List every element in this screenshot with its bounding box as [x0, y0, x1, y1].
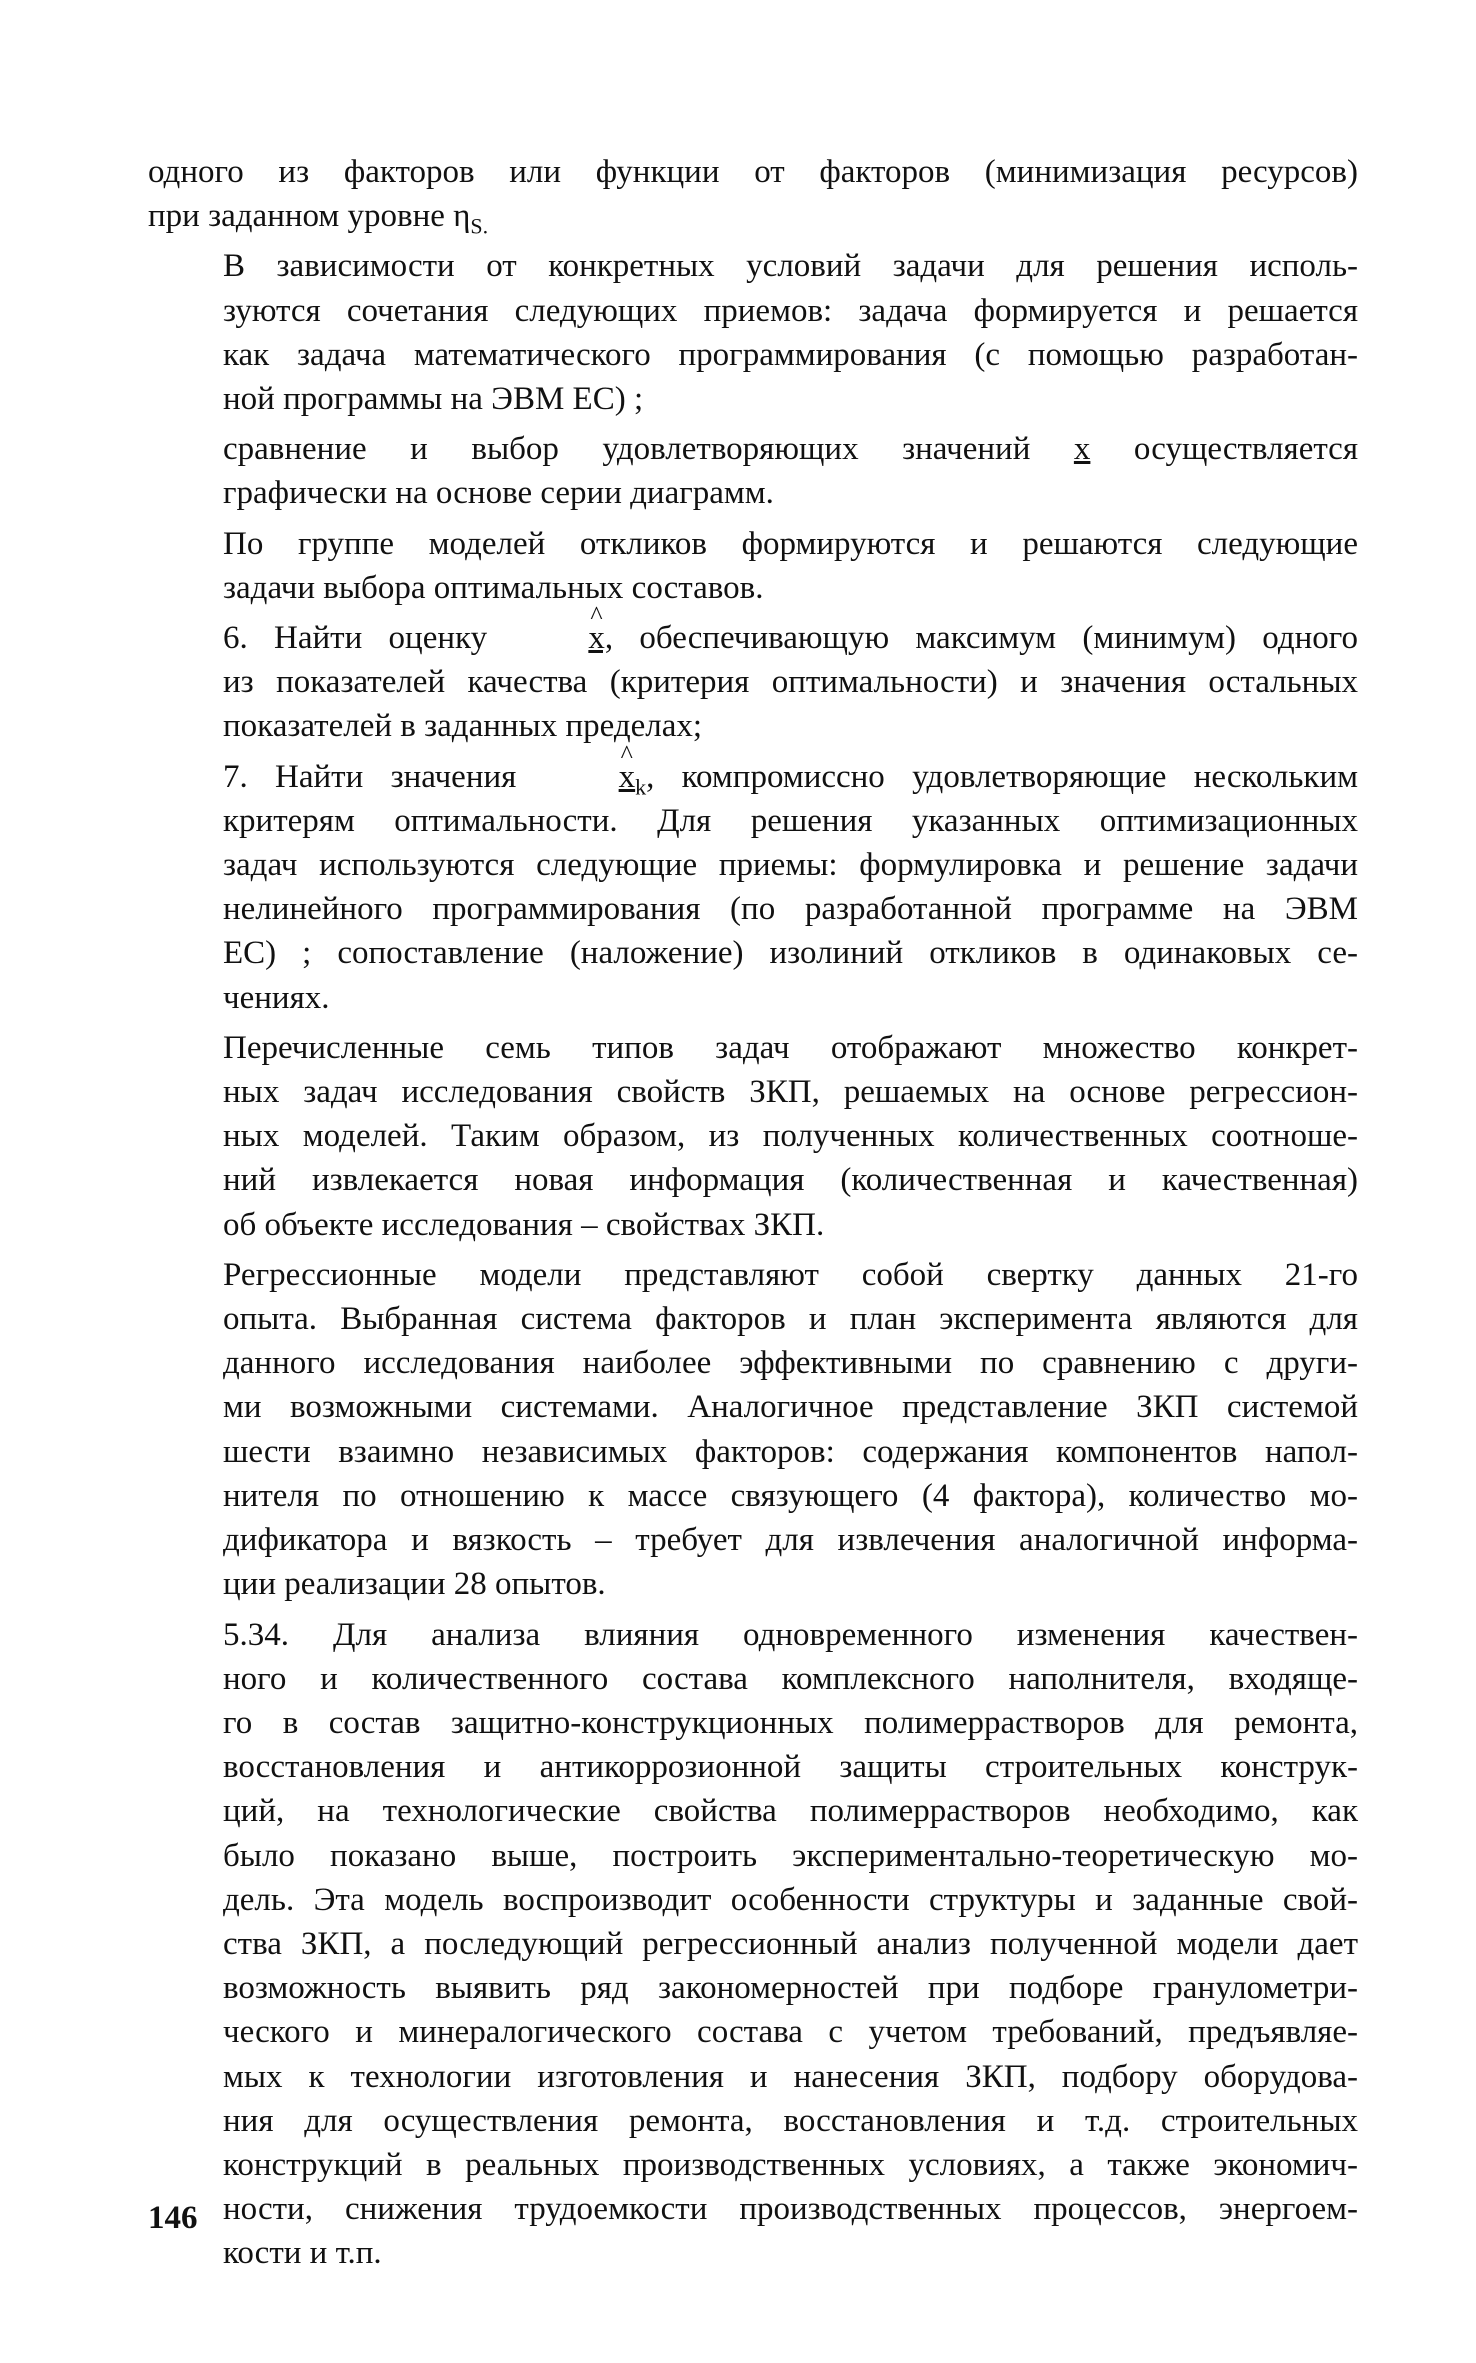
text-line: мых к технологии изготовления и нанесения ЗКП, подбору оборудова- [223, 2058, 1358, 2095]
text-line: В зависимости от конкретных условий задачи для решения исполь- [223, 248, 1358, 285]
text-line [148, 194, 1358, 238]
text-line: Регрессионные модели представляют собой свертку данных 21-го [223, 1256, 1358, 1293]
subscript: k [635, 774, 647, 800]
text-line: ческого и минералогического состава с учетом требований, предъявляе- [223, 2014, 1358, 2051]
text-fragment: 6. Найти оценку [223, 620, 488, 657]
paragraph-7 [148, 1026, 1358, 1247]
text-line: Перечисленные семь типов задач отображают множество конкрет- [223, 1029, 1358, 1066]
text-line: конструкций в реальных производственных условиях, а также экономич- [223, 2146, 1358, 2183]
paragraph-9 [148, 1613, 1358, 2276]
subscript: S. [470, 213, 489, 239]
text-line: ства ЗКП, а последующий регрессионный анализ полученной модели дает [223, 1925, 1358, 1962]
text-line: ной программы на ЭВМ ЕС) ; [223, 381, 644, 418]
text-line: По группе моделей откликов формируются и решаются следующие [223, 525, 1358, 562]
text-fragment: обеспечивающую максимум (минимум) одного [639, 620, 1358, 657]
text-line: ния для осуществления ремонта, восстановления и т.д. строительных [223, 2102, 1358, 2139]
text-fragment: , компромиссно удовлетворяющие нескольким [646, 758, 1358, 795]
paragraph-1 [148, 150, 1358, 238]
paragraph-5 [148, 616, 1358, 749]
text-line [148, 755, 1358, 799]
text-fragment: при заданном уровне η [148, 198, 471, 235]
text-line: возможность выявить ряд закономерностей при подборе гранулометри- [223, 1970, 1358, 2007]
text-line: было показано выше, построить экспериментально-теоретическую мо- [223, 1837, 1358, 1874]
text-line: как задача математического программирования (с помощью разработан- [223, 336, 1358, 373]
text-line: задачи выбора оптимальных составов. [223, 569, 764, 606]
text-line: ЕС) ; сопоставление (наложение) изолиний откликов в одинаковых се- [223, 935, 1358, 972]
page-body [148, 150, 1358, 2276]
paragraph-4 [148, 522, 1358, 610]
text-line [148, 616, 1358, 660]
text-line: ных задач исследования свойств ЗКП, решаемых на основе регрессион- [223, 1074, 1358, 1111]
math-variable: ^ x [544, 755, 636, 799]
text-line: шести взаимно независимых факторов: содержания компонентов напол- [223, 1433, 1358, 1470]
math-variable: ^ x, [513, 616, 613, 660]
text-line: дификатора и вязкость – требует для извлечения аналогичной информа- [223, 1522, 1358, 1559]
text-line: 5.34. Для анализа влияния одновременного изменения качествен- [223, 1616, 1358, 1653]
text-line: критерям оптимальности. Для решения указанных оптимизационных [223, 802, 1358, 839]
text-line: ций, на технологические свойства полимеррастворов необходимо, как [223, 1793, 1358, 1830]
paragraph-2 [148, 244, 1358, 421]
paragraph-8 [148, 1253, 1358, 1607]
text-line: показателей в заданных пределах; [223, 708, 703, 745]
text-line: графически на основе серии диаграмм. [223, 475, 774, 512]
text-line: ний извлекается новая информация (количественная и качественная) [223, 1162, 1358, 1199]
paragraph-3 [148, 427, 1358, 515]
text-line: опыта. Выбранная система факторов и план эксперимента являются для [223, 1301, 1358, 1338]
text-line: го в состав защитно-конструкционных полимеррастворов для ремонта, [223, 1704, 1358, 1741]
text-fragment: осуществляется [1133, 431, 1358, 468]
text-line: нелинейного программирования (по разработанной программе на ЭВМ [223, 891, 1358, 928]
text-line: ного и количественного состава комплексного наполнителя, входяще- [223, 1660, 1358, 1697]
text-line: восстановления и антикоррозионной защиты строительных конструк- [223, 1749, 1358, 1786]
text-fragment: 7. Найти значения [223, 758, 517, 795]
text-line: нителя по отношению к массе связующего (4 фактора), количество мо- [223, 1477, 1358, 1514]
text-fragment: сравнение и выбор удовлетворяющих значений [223, 431, 1031, 468]
text-line: чениях. [223, 979, 330, 1016]
text-line: зуются сочетания следующих приемов: задача формируется и решается [223, 292, 1358, 329]
text-line: из показателей качества (критерия оптимальности) и значения остальных [223, 664, 1358, 701]
text-line: кости и т.п. [223, 2235, 382, 2272]
text-line: ции реализации 28 опытов. [223, 1566, 606, 1603]
text-line: дель. Эта модель воспроизводит особенности структуры и заданные свой- [223, 1881, 1358, 1918]
page-number: 146 [148, 2200, 198, 2236]
paragraph-6 [148, 755, 1358, 1020]
text-line: данного исследования наиболее эффективными по сравнению с други- [223, 1345, 1358, 1382]
text-line: одного из факторов или функции от факторов (минимизация ресурсов) [148, 154, 1358, 190]
text-line: ми возможными системами. Аналогичное представление ЗКП системой [223, 1389, 1358, 1426]
text-line: об объекте исследования – свойствах ЗКП. [223, 1206, 825, 1243]
text-line: ных моделей. Таким образом, из полученных количественных соотноше- [223, 1118, 1358, 1155]
math-variable: x [1073, 431, 1091, 468]
text-line [148, 427, 1358, 471]
text-line: ности, снижения трудоемкости производственных процессов, энергоем- [223, 2191, 1358, 2228]
text-line: задач используются следующие приемы: формулировка и решение задачи [223, 847, 1358, 884]
